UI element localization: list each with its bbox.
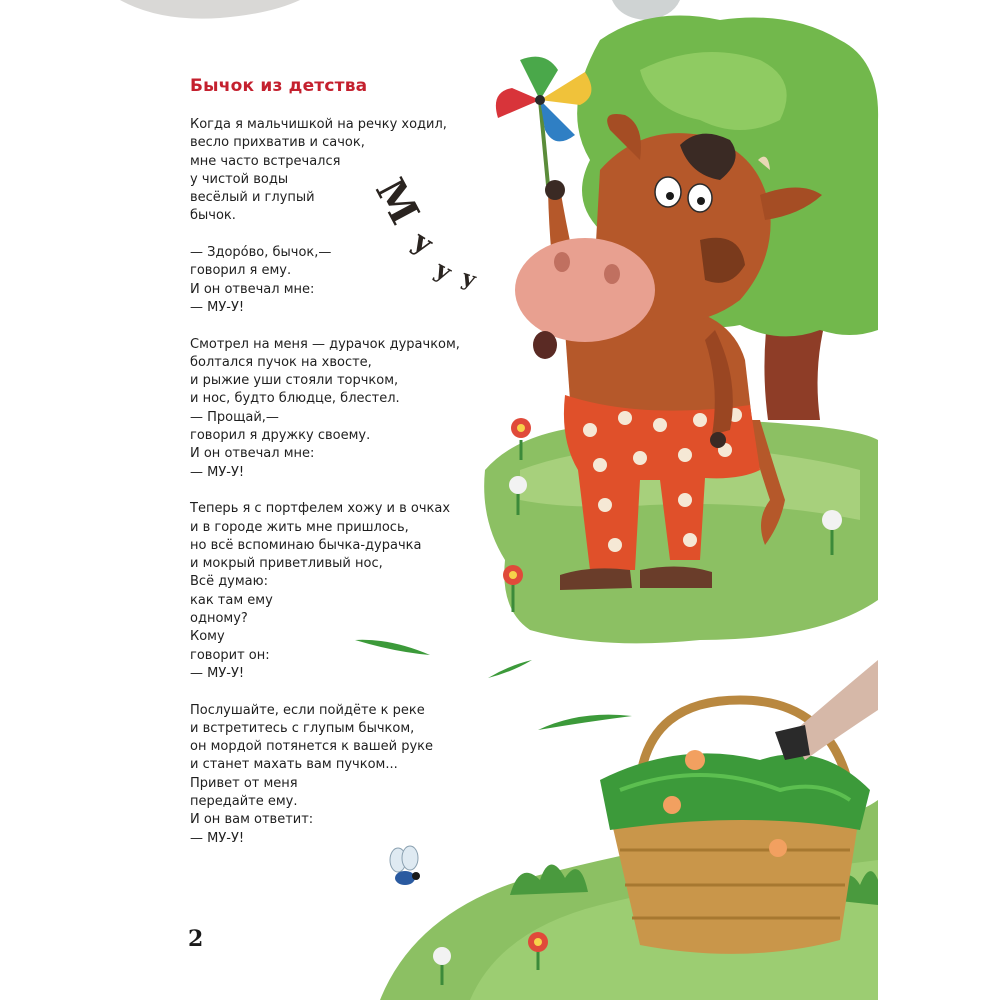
poem-line: весёлый и глупый xyxy=(190,190,315,206)
stanza xyxy=(190,500,510,683)
stanza xyxy=(190,116,510,226)
poem-line: как там ему xyxy=(190,592,273,608)
poem-line: и станет махать вам пучком... xyxy=(190,757,398,773)
poem-line: Смотрел на меня — дурачок дурачком, xyxy=(190,336,460,352)
poem-line: говорит он: xyxy=(190,647,270,663)
grass-blade xyxy=(538,715,632,730)
poem-line: Кому xyxy=(190,629,225,645)
poem-line: весло прихватив и сачок, xyxy=(190,135,365,151)
poem-line: — Здоро́во, бычок,— xyxy=(190,245,332,261)
poem-line: болтался пучок на хвосте, xyxy=(190,354,372,370)
poem-line: передайте ему. xyxy=(190,793,298,809)
stanza xyxy=(190,336,510,482)
page-number: 2 xyxy=(188,926,204,952)
moo-letter: у xyxy=(458,264,480,294)
poem-line: но всё вспоминаю бычка-дурачка xyxy=(190,537,422,553)
poem-line: и рыжие уши стояли торчком, xyxy=(190,373,399,389)
moo-letter: у xyxy=(430,254,458,287)
poem-line: и мокрый приветливый нос, xyxy=(190,556,383,572)
pinwheel xyxy=(496,57,592,185)
poem-line: и встретитесь с глупым бычком, xyxy=(190,720,415,736)
poem-body xyxy=(190,116,510,866)
poem-line: говорил я ему. xyxy=(190,263,292,279)
poem-line: мне часто встречался xyxy=(190,153,341,169)
stanza xyxy=(190,702,510,848)
poem-line: — МУ-У! xyxy=(190,830,245,846)
poem-line: Всё думаю: xyxy=(190,574,268,590)
poem-title: Бычок из детства xyxy=(190,76,368,96)
poem-line: он мордой потянется к вашей руке xyxy=(190,739,434,755)
poem-line: Теперь я с портфелем хожу и в очках xyxy=(190,501,451,517)
poem-line: — МУ-У! xyxy=(190,299,245,315)
poem-line: бычок. xyxy=(190,208,236,224)
moo-letter: М xyxy=(365,170,429,233)
poem-line: И он вам ответит: xyxy=(190,812,314,828)
stanza xyxy=(190,244,510,317)
poem-line: Привет от меня xyxy=(190,775,298,791)
poem-line: одному? xyxy=(190,611,248,627)
poem-line: И он отвечал мне: xyxy=(190,446,315,462)
hoof xyxy=(775,725,810,760)
poem-line: — МУ-У! xyxy=(190,665,245,681)
poem-line: Когда я мальчишкой на речку ходил, xyxy=(190,117,447,132)
poem-line: — МУ-У! xyxy=(190,464,245,480)
poem-line: у чистой воды xyxy=(190,171,289,187)
poem-line: И он отвечал мне: xyxy=(190,281,315,297)
poem-line: и нос, будто блюдце, блестел. xyxy=(190,391,400,407)
poem-line: и в городе жить мне пришлось, xyxy=(190,519,409,535)
poem-line: — Прощай,— xyxy=(190,409,279,425)
poem-line: Послушайте, если пойдёте к реке xyxy=(190,702,425,718)
moo-letter: у xyxy=(406,223,440,262)
stone-shape xyxy=(120,0,300,19)
poem-line: говорил я дружку своему. xyxy=(190,428,371,444)
